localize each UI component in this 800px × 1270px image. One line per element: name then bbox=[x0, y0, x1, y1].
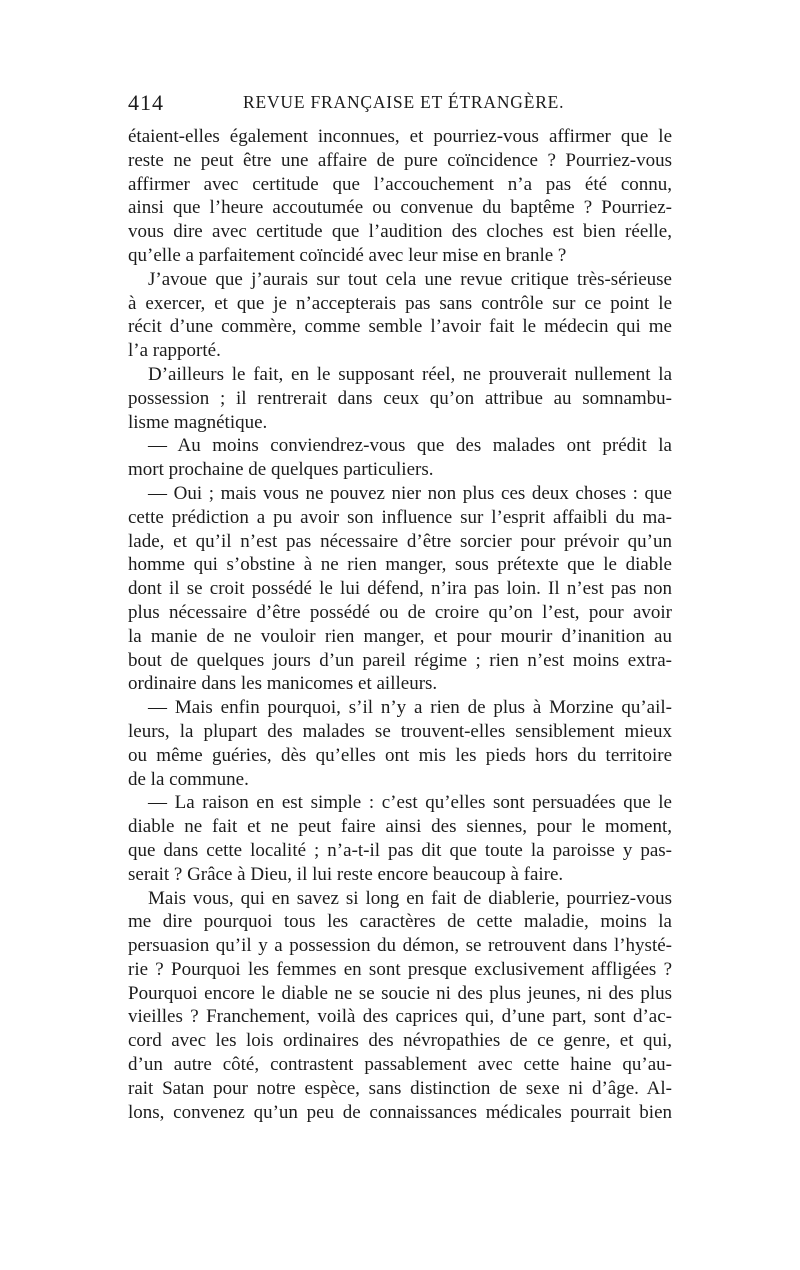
text-line: mort prochaine de quelques particuliers. bbox=[128, 459, 434, 481]
text-line: récit d’une commère, comme semble l’avoir fait le médecin qui me bbox=[128, 316, 672, 338]
text-line: d’un autre côté, contrastent passablement avec cette haine qu’au- bbox=[128, 1054, 672, 1076]
text-line: étaient-elles également inconnues, et pourriez-vous affirmer que le bbox=[128, 126, 672, 147]
text-line: plus nécessaire d’être possédé ou de croire qu’on l’est, pour avoir bbox=[128, 601, 672, 623]
text-line: vous dire avec certitude que l’audition des cloches est bien réelle, bbox=[128, 221, 672, 243]
text-line: bout de quelques jours d’un pareil régime ; rien n’est moins extra- bbox=[128, 649, 672, 671]
text-line: dont il se croit possédé le lui défend, n’ira pas loin. Il n’est pas non bbox=[128, 578, 672, 600]
text-line: J’avoue que j’aurais sur tout cela une revue critique très-sérieuse bbox=[148, 268, 672, 290]
text-line: Pourquoi encore le diable ne se soucie ni des plus jeunes, ni des plus bbox=[128, 982, 672, 1004]
text-line: lisme magnétique. bbox=[128, 411, 268, 433]
text-line: ou même guéries, dès qu’elles ont mis les pieds hors du territoire bbox=[128, 744, 672, 766]
text-line: D’ailleurs le fait, en le supposant réel, ne prouverait nullement la bbox=[148, 363, 672, 385]
text-line: serait ? Grâce à Dieu, il lui reste encore beaucoup à faire. bbox=[128, 863, 564, 885]
text-line: l’a rapporté. bbox=[128, 340, 221, 362]
text-line: vieilles ? Franchement, voilà des caprices qui, d’une part, sont d’ac- bbox=[128, 1006, 672, 1028]
text-line: ainsi que l’heure accoutumée ou convenue du baptême ? Pourriez- bbox=[128, 197, 672, 219]
text-line: Mais vous, qui en savez si long en fait de diablerie, pourriez-vous bbox=[148, 887, 672, 909]
text-line: — Oui ; mais vous ne pouvez nier non plus ces deux choses : que bbox=[148, 482, 672, 504]
body-text bbox=[128, 125, 672, 1124]
page-number: 414 bbox=[128, 90, 164, 115]
text-line: la manie de ne vouloir rien manger, et pour mourir d’inanition au bbox=[128, 625, 672, 647]
text-line: leurs, la plupart des malades se trouvent-elles sensiblement mieux bbox=[128, 720, 672, 742]
text-line: lons, convenez qu’un peu de connaissances médicales pourrait bien bbox=[128, 1101, 672, 1123]
text-line: cette prédiction a pu avoir son influence sur l’esprit affaibli du ma- bbox=[128, 506, 672, 528]
page-header bbox=[128, 90, 672, 118]
text-line: possession ; il rentrerait dans ceux qu’on attribue au somnambu- bbox=[128, 387, 672, 409]
text-line: cord avec les lois ordinaires des névropathies de ce genre, et qui, bbox=[128, 1030, 672, 1052]
text-line: ordinaire dans les manicomes et ailleurs. bbox=[128, 673, 438, 695]
text-line: diable ne fait et ne peut faire ainsi des siennes, pour le moment, bbox=[128, 816, 672, 838]
text-line: à exercer, et que je n’accepterais pas sans contrôle sur ce point le bbox=[128, 292, 672, 314]
text-line: homme qui s’obstine à ne rien manger, sous prétexte que le diable bbox=[128, 554, 672, 576]
text-line: rie ? Pourquoi les femmes en sont presque exclusivement affligées ? bbox=[128, 958, 672, 980]
text-line: — Au moins conviendrez-vous que des malades ont prédit la bbox=[148, 435, 672, 457]
text-line: persuasion qu’il y a possession du démon, se retrouvent dans l’hysté- bbox=[128, 935, 672, 957]
running-head: REVUE FRANÇAISE ET ÉTRANGÈRE. bbox=[243, 92, 565, 112]
text-line: que dans cette localité ; n’a-t-il pas dit que toute la paroisse y pas- bbox=[128, 839, 672, 861]
text-line: rait Satan pour notre espèce, sans distinction de sexe ni d’âge. Al- bbox=[128, 1077, 672, 1099]
text-line: qu’elle a parfaitement coïncidé avec leur mise en branle ? bbox=[128, 244, 567, 266]
text-line: — La raison en est simple : c’est qu’elles sont persuadées que le bbox=[148, 792, 672, 814]
text-line: — Mais enfin pourquoi, s’il n’y a rien de plus à Morzine qu’ail- bbox=[148, 697, 672, 719]
text-line: de la commune. bbox=[128, 768, 249, 790]
text-line: reste ne peut être une affaire de pure coïncidence ? Pourriez-vous bbox=[128, 149, 672, 171]
text-line: affirmer avec certitude que l’accouchement n’a pas été connu, bbox=[128, 173, 672, 195]
text-line: me dire pourquoi tous les caractères de cette maladie, moins la bbox=[128, 911, 672, 933]
text-line: lade, et qu’il n’est pas nécessaire d’être sorcier pour prévoir qu’un bbox=[128, 530, 672, 552]
